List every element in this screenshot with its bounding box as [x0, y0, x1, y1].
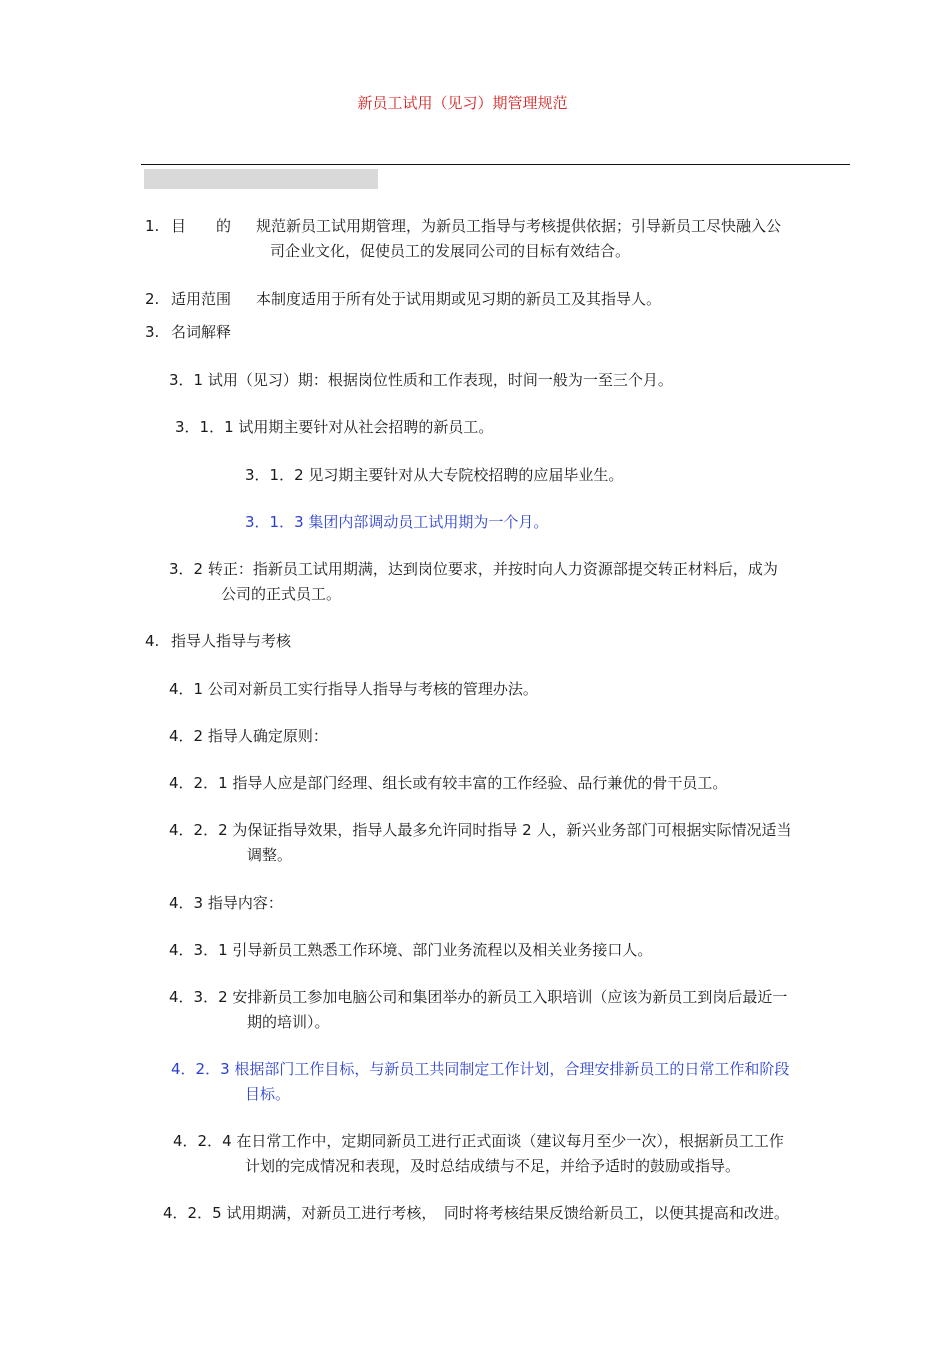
item-4-2-5: 4．2．5 试用期满，对新员工进行考核， 同时将考核结果反馈给新员工，以便其提高和改进。: [163, 1204, 789, 1222]
item-3-1-3: 3．1．3 集团内部调动员工试用期为一个月。: [245, 513, 549, 531]
section-3-label: 名词解释: [171, 323, 232, 341]
section-3-number: 3.: [145, 323, 160, 341]
section-4-number: 4.: [145, 632, 160, 650]
item-4-3: 4．3 指导内容：: [169, 894, 283, 912]
item-4-2-1: 4．2．1 指导人应是部门经理、组长或有较丰富的工作经验、品行兼优的骨干员工。: [169, 774, 728, 792]
item-4-2-3: 4．2．3 根据部门工作目标，与新员工共同制定工作计划，合理安排新员工的日常工作和阶段: [171, 1060, 790, 1078]
item-4-2-2-cont: 调整。: [247, 846, 293, 864]
item-4-2-4-cont: 计划的完成情况和表现，及时总结成绩与不足，并给予适时的鼓励或指导。: [245, 1157, 741, 1175]
item-3-2: 3．2 转正：指新员工试用期满，达到岗位要求，并按时向人力资源部提交转正材料后，成为: [169, 560, 778, 578]
header-rule: [141, 164, 850, 165]
header-grey-bar: [144, 169, 378, 189]
section-2-label: 适用范围: [171, 290, 232, 308]
item-3-1-2: 3．1．2 见习期主要针对从大专院校招聘的应届毕业生。: [245, 466, 624, 484]
section-1-number: 1.: [145, 217, 160, 235]
section-1-text-cont: 司企业文化，促使员工的发展同公司的目标有效结合。: [270, 242, 631, 260]
item-4-2-3-cont: 目标。: [245, 1085, 291, 1103]
section-1-text: 规范新员工试用期管理，为新员工指导与考核提供依据；引导新员工尽快融入公: [256, 217, 782, 235]
item-4-3-1: 4．3．1 引导新员工熟悉工作环境、部门业务流程以及相关业务接口人。: [169, 941, 653, 959]
item-3-1-1: 3．1．1 试用期主要针对从社会招聘的新员工。: [175, 418, 494, 436]
item-4-2-2: 4．2．2 为保证指导效果，指导人最多允许同时指导 2 人，新兴业务部门可根据实际情况适当: [169, 821, 792, 839]
page-title: 新员工试用（见习）期管理规范: [357, 94, 568, 112]
item-4-2-4: 4．2．4 在日常工作中，定期同新员工进行正式面谈（建议每月至少一次），根据新员工工作: [173, 1132, 784, 1150]
item-4-3-2-cont: 期的培训）。: [247, 1013, 330, 1031]
item-4-3-2: 4．3．2 安排新员工参加电脑公司和集团举办的新员工入职培训（应该为新员工到岗后最近一: [169, 988, 788, 1006]
item-3-1: 3．1 试用（见习）期：根据岗位性质和工作表现，时间一般为一至三个月。: [169, 371, 673, 389]
section-4-label: 指导人指导与考核: [171, 632, 292, 650]
item-4-1: 4．1 公司对新员工实行指导人指导与考核的管理办法。: [169, 680, 538, 698]
section-1-label: 目 的: [171, 217, 232, 235]
section-2-text: 本制度适用于所有处于试用期或见习期的新员工及其指导人。: [256, 290, 662, 308]
item-3-2-cont: 公司的正式员工。: [221, 585, 342, 603]
section-2-number: 2.: [145, 290, 160, 308]
item-4-2: 4．2 指导人确定原则：: [169, 727, 328, 745]
